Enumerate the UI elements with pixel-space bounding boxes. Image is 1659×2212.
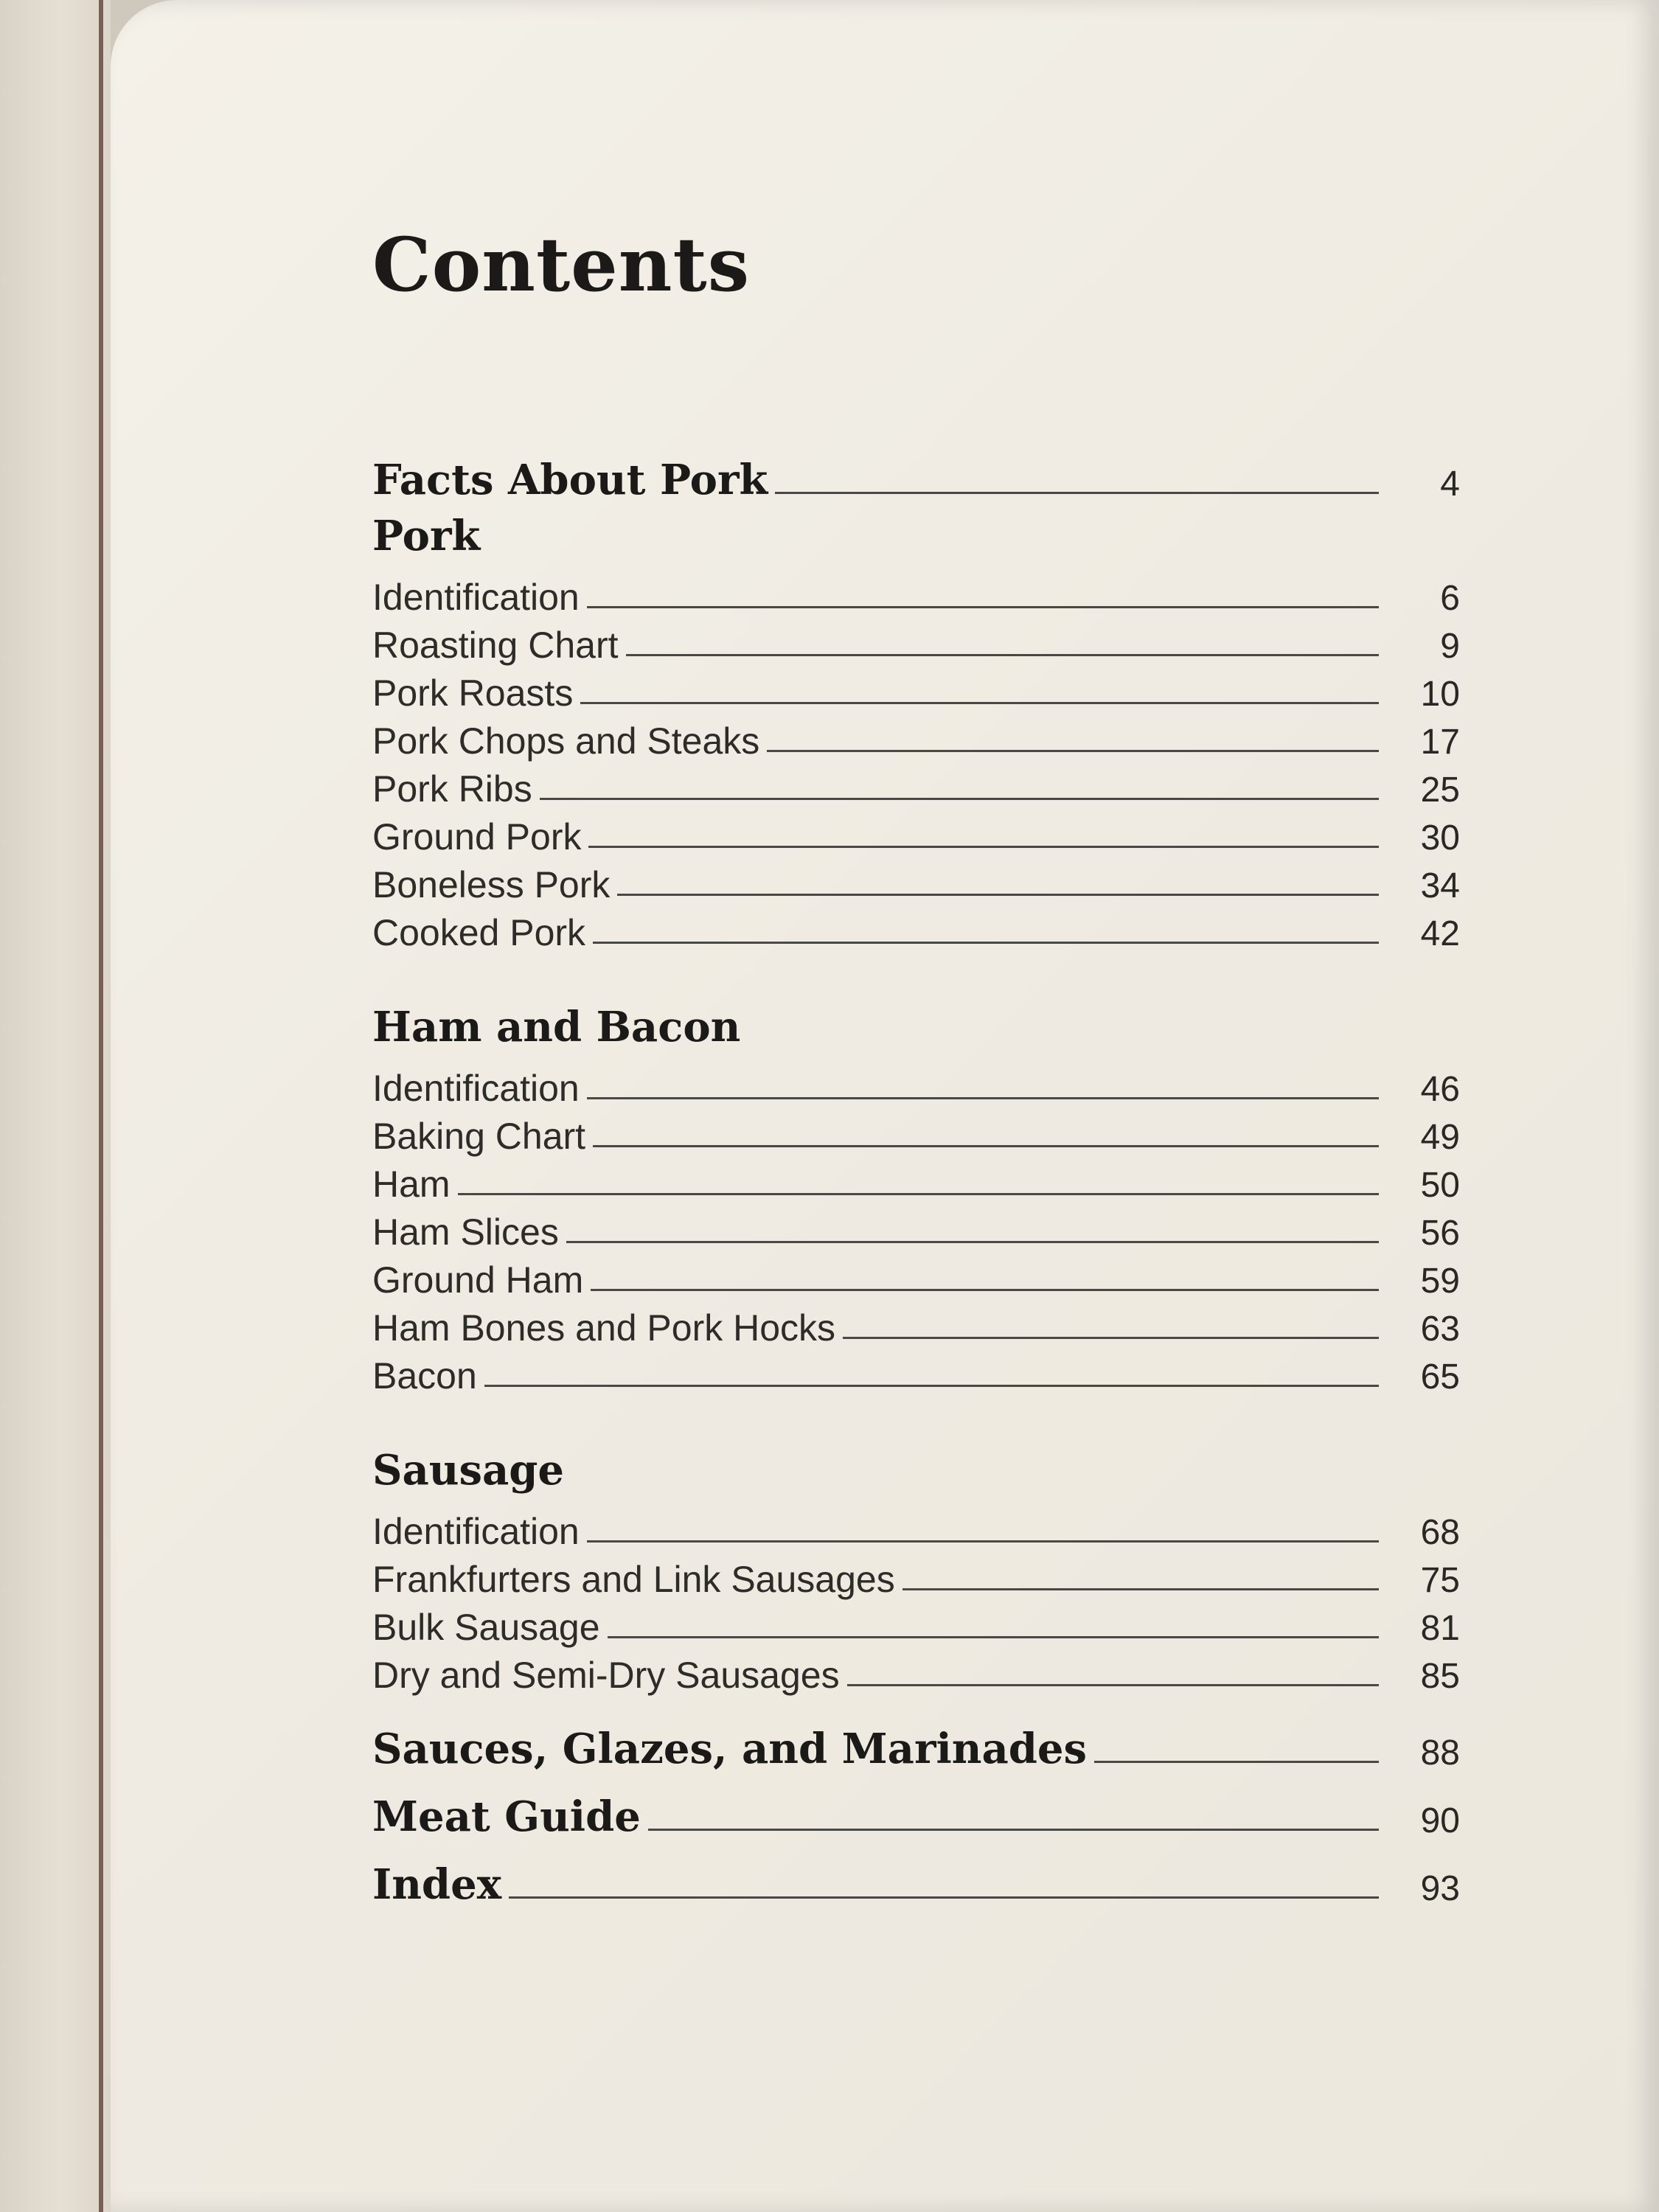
leader-line xyxy=(593,942,1379,944)
toc-entry-facts-about-pork xyxy=(372,441,1460,504)
toc-entry-label: Identification xyxy=(372,577,580,618)
toc-entry-label: Meat Guide xyxy=(372,1792,641,1841)
section-heading: Ham and Bacon xyxy=(372,1003,741,1051)
toc-entry-label: Frankfurters and Link Sausages xyxy=(372,1559,895,1600)
toc-entry-label: Roasting Chart xyxy=(372,625,619,666)
section-sausage xyxy=(372,1439,1460,1697)
toc-entry-page: 75 xyxy=(1420,1561,1460,1600)
toc-entry xyxy=(372,1301,1460,1349)
book-spine xyxy=(0,0,111,2212)
toc-entry-label: Pork Roasts xyxy=(372,672,574,714)
toc-entry-index xyxy=(372,1841,1460,1909)
toc-entry-page: 93 xyxy=(1420,1869,1460,1908)
toc-entry xyxy=(372,1110,1460,1158)
leader-line xyxy=(902,1588,1379,1590)
toc-entry-page: 90 xyxy=(1420,1801,1460,1840)
toc-entry-label: Pork Chops and Steaks xyxy=(372,720,760,762)
toc-entry-page: 25 xyxy=(1420,771,1460,810)
toc-entry-page: 49 xyxy=(1420,1118,1460,1157)
toc-entry-page: 88 xyxy=(1420,1733,1460,1773)
toc-entry xyxy=(372,1062,1460,1110)
toc-entry-label: Cooked Pork xyxy=(372,912,586,953)
leader-line xyxy=(458,1193,1379,1195)
toc-entry-label: Identification xyxy=(372,1511,580,1552)
leader-line xyxy=(588,846,1379,848)
toc-entry xyxy=(372,571,1460,619)
leader-line xyxy=(566,1241,1379,1243)
toc-entry-label: Ham xyxy=(372,1164,451,1205)
toc-entry-page: 68 xyxy=(1420,1513,1460,1552)
toc-entry-label: Ham Slices xyxy=(372,1211,559,1253)
toc-entry-label: Ham Bones and Pork Hocks xyxy=(372,1307,836,1349)
toc-entry-label: Sauces, Glazes, and Marinades xyxy=(372,1725,1088,1773)
leader-line xyxy=(587,606,1379,608)
toc-entry-label: Index xyxy=(372,1860,502,1909)
toc-tail xyxy=(372,1705,1460,1909)
leader-line xyxy=(580,702,1379,704)
toc-entry xyxy=(372,1553,1460,1601)
toc-entry-page: 63 xyxy=(1420,1310,1460,1349)
leader-line xyxy=(767,750,1379,752)
toc-entry xyxy=(372,810,1460,858)
leader-line xyxy=(775,492,1379,494)
toc-entry xyxy=(372,1505,1460,1553)
leader-line xyxy=(626,654,1380,656)
toc-entry-label: Ground Ham xyxy=(372,1259,584,1301)
toc-entry-meat-guide xyxy=(372,1773,1460,1841)
toc-entry-label: Bulk Sausage xyxy=(372,1607,600,1648)
toc-entry-page: 30 xyxy=(1420,818,1460,858)
leader-line xyxy=(648,1829,1379,1831)
leader-line xyxy=(484,1385,1379,1387)
toc-entry-page: 59 xyxy=(1420,1262,1460,1301)
toc-entry-label: Bacon xyxy=(372,1355,477,1397)
toc-entry-page: 34 xyxy=(1420,866,1460,905)
toc-entry-label: Dry and Semi-Dry Sausages xyxy=(372,1655,840,1696)
toc-entry-page: 46 xyxy=(1420,1070,1460,1109)
section-heading: Pork xyxy=(372,512,481,560)
toc-entry-label: Facts About Pork xyxy=(372,456,768,504)
toc-entry-label: Pork Ribs xyxy=(372,768,532,810)
section-pork xyxy=(372,504,1460,954)
leader-line xyxy=(608,1636,1379,1638)
leader-line xyxy=(587,1540,1379,1543)
toc-entry-page: 42 xyxy=(1420,914,1460,953)
toc-entry-page: 56 xyxy=(1420,1214,1460,1253)
toc-entry xyxy=(372,714,1460,762)
leader-line xyxy=(591,1289,1379,1291)
leader-line xyxy=(593,1145,1379,1147)
toc-entry-label: Baking Chart xyxy=(372,1116,586,1157)
toc-entry-label: Ground Pork xyxy=(372,816,582,858)
toc-entry xyxy=(372,1649,1460,1697)
section-heading: Sausage xyxy=(372,1446,565,1495)
toc-entry-page: 10 xyxy=(1420,675,1460,714)
toc-entry-page: 9 xyxy=(1440,627,1460,666)
toc-entry xyxy=(372,1253,1460,1301)
leader-line xyxy=(843,1337,1379,1339)
toc-entry xyxy=(372,1601,1460,1649)
toc-entry xyxy=(372,762,1460,810)
leader-line xyxy=(509,1896,1379,1899)
section-ham-and-bacon xyxy=(372,995,1460,1397)
page-title: Contents xyxy=(372,221,751,308)
table-of-contents xyxy=(372,221,1460,1909)
toc-entry-page: 50 xyxy=(1420,1166,1460,1205)
leader-line xyxy=(540,798,1379,800)
leader-line xyxy=(1094,1761,1379,1763)
toc-entry-label: Boneless Pork xyxy=(372,864,611,905)
page-edge xyxy=(99,0,103,2212)
toc-entry xyxy=(372,1206,1460,1253)
toc-entry-page: 6 xyxy=(1440,579,1460,618)
leader-line xyxy=(617,894,1379,896)
leader-line xyxy=(587,1097,1379,1099)
leader-line xyxy=(847,1684,1379,1686)
toc-entry-page: 85 xyxy=(1420,1657,1460,1696)
toc-entry-page: 65 xyxy=(1420,1357,1460,1397)
toc-entry-page: 4 xyxy=(1440,465,1460,504)
toc-entry xyxy=(372,1158,1460,1206)
toc-entry-page: 81 xyxy=(1420,1609,1460,1648)
toc-entry-page: 17 xyxy=(1420,723,1460,762)
toc-entry xyxy=(372,667,1460,714)
toc-entry-label: Identification xyxy=(372,1068,580,1109)
toc-entry xyxy=(372,906,1460,954)
toc-entry xyxy=(372,1349,1460,1397)
toc-entry xyxy=(372,619,1460,667)
toc-entry xyxy=(372,858,1460,906)
toc-entry-sauces xyxy=(372,1705,1460,1773)
